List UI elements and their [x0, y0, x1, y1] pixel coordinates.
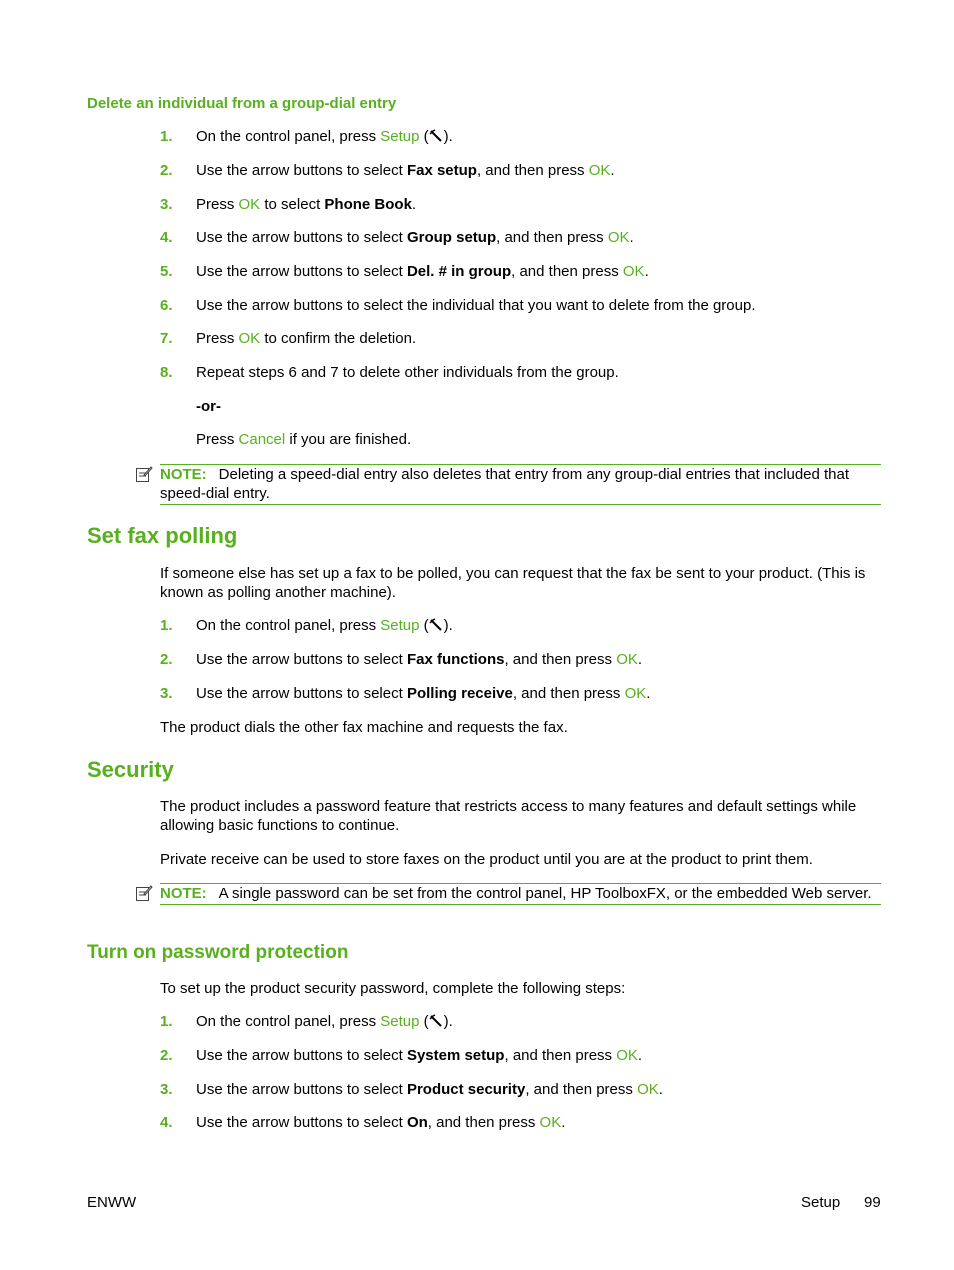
step-text: Use the arrow buttons to select Product security, and then press OK. — [196, 1081, 663, 1098]
paragraph: The product dials the other fax machine and requests the fax. — [160, 719, 568, 736]
step-text: On the control panel, press Setup ( ). — [196, 128, 453, 145]
key-setup: Setup — [380, 128, 420, 145]
wrench-icon — [429, 129, 444, 143]
step-number: 2. — [160, 162, 173, 179]
footer-left: ENWW — [87, 1194, 137, 1211]
step-number: 3. — [160, 685, 173, 702]
paragraph: The product includes a password feature that restricts access to many features and default settings while allowing basic functions to continue. — [160, 798, 857, 834]
step-number: 8. — [160, 364, 173, 381]
step-number: 4. — [160, 229, 173, 246]
step-text: Press OK to confirm the deletion. — [196, 330, 417, 347]
step-text: Use the arrow buttons to select System setup, and then press OK. — [196, 1047, 643, 1064]
step-number: 1. — [160, 617, 173, 634]
note-label: NOTE: — [160, 466, 207, 483]
note-text: Deleting a speed-dial entry also deletes that entry from any group-dial entries that included that speed-dial entry. — [160, 466, 850, 502]
step-number: 7. — [160, 330, 173, 347]
section-heading-security: Security — [87, 757, 174, 782]
step-text: On the control panel, press Setup ( ). — [196, 617, 453, 634]
subsection-heading-delete-individual: Delete an individual from a group-dial entry — [87, 95, 397, 112]
step-text: On the control panel, press Setup ( ). — [196, 1013, 453, 1030]
step-text: Use the arrow buttons to select Group setup, and then press OK. — [196, 229, 634, 246]
subsection-heading-turn-on-password-protection: Turn on password protection — [87, 942, 349, 963]
note-text: A single password can be set from the control panel, HP ToolboxFX, or the embedded Web server. — [218, 885, 872, 902]
footer-section: Setup — [801, 1194, 841, 1211]
note-box — [160, 883, 881, 905]
step-number: 1. — [160, 1013, 173, 1030]
or-separator: -or- — [196, 398, 221, 415]
note-label: NOTE: — [160, 885, 207, 902]
section-heading-set-fax-polling: Set fax polling — [87, 523, 238, 548]
step-number: 6. — [160, 297, 173, 314]
note-icon — [135, 884, 153, 902]
step-text: Repeat steps 6 and 7 to delete other individuals from the group. — [196, 364, 619, 381]
step-number: 2. — [160, 1047, 173, 1064]
note-box — [160, 464, 881, 505]
step-text: Use the arrow buttons to select Del. # in group, and then press OK. — [196, 263, 649, 280]
step-text: Use the arrow buttons to select Fax setup, and then press OK. — [196, 162, 615, 179]
step-number: 3. — [160, 196, 173, 213]
paragraph: Private receive can be used to store faxes on the product until you are at the product to print them. — [160, 851, 813, 868]
wrench-icon — [429, 1014, 444, 1028]
step-text: Press OK to select Phone Book. — [196, 196, 417, 213]
step-number: 2. — [160, 651, 173, 668]
page-number: 99 — [864, 1194, 881, 1211]
alternative-step: Press Cancel if you are finished. — [196, 431, 412, 448]
paragraph: To set up the product security password, complete the following steps: — [160, 980, 626, 997]
note-icon — [135, 465, 153, 483]
step-text: Use the arrow buttons to select On, and then press OK. — [196, 1114, 566, 1131]
step-text: Use the arrow buttons to select Fax functions, and then press OK. — [196, 651, 643, 668]
step-number: 1. — [160, 128, 173, 145]
paragraph: If someone else has set up a fax to be polled, you can request that the fax be sent to your product. (This is known as polling another machine). — [160, 565, 866, 601]
step-number: 5. — [160, 263, 173, 280]
step-number: 3. — [160, 1081, 173, 1098]
step-text: Use the arrow buttons to select Polling receive, and then press OK. — [196, 685, 651, 702]
step-text: Use the arrow buttons to select the individual that you want to delete from the group. — [196, 297, 756, 314]
wrench-icon — [429, 618, 444, 632]
step-number: 4. — [160, 1114, 173, 1131]
